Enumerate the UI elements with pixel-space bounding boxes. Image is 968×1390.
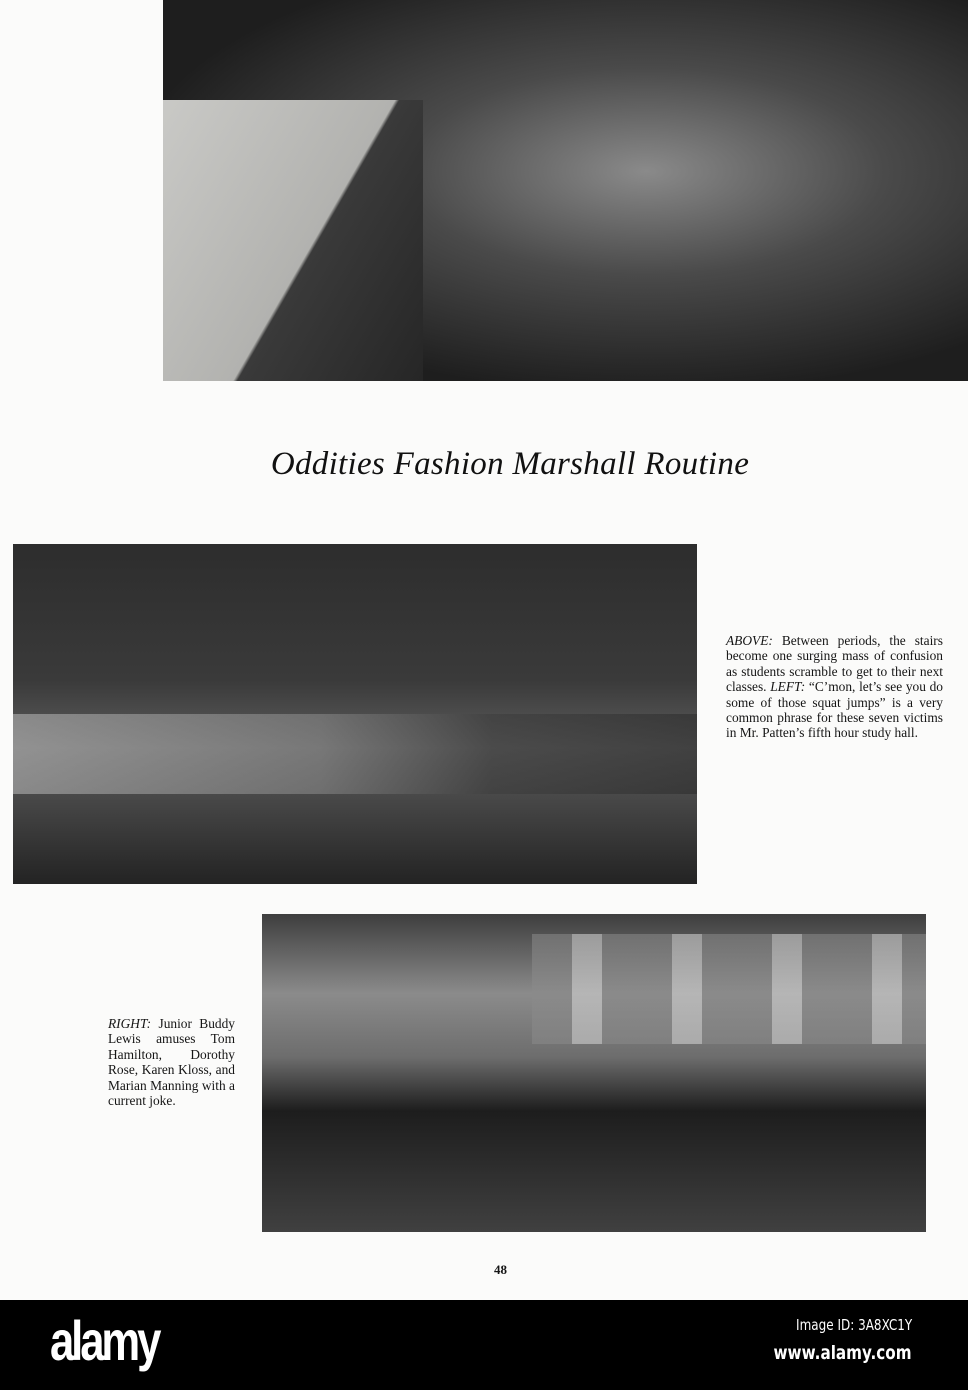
alamy-logo: alamy <box>50 1309 159 1372</box>
site-url: www.alamy.com <box>773 1342 912 1364</box>
caption-label-right: RIGHT: <box>108 1016 152 1031</box>
photo-students-outside-school <box>262 914 926 1232</box>
caption-above-left <box>726 633 943 741</box>
watermark-bar <box>0 1300 968 1390</box>
caption-right <box>108 1016 235 1108</box>
page-number: 48 <box>494 1262 507 1277</box>
image-id: Image ID: 3A8XC1Y <box>795 1316 912 1334</box>
photo-study-hall-squat-jumps <box>13 544 697 884</box>
page-title: Oddities Fashion Marshall Routine <box>270 446 750 482</box>
caption-text-right: Junior Buddy Lewis amuses Tom Hamilton, Dorothy Rose, Karen Kloss, and Marian Manning with a current joke. <box>108 1016 235 1109</box>
caption-label-above: ABOVE: <box>726 633 773 648</box>
caption-label-left: LEFT: <box>770 679 806 695</box>
caption-text-left: “C’mon, let’s see you do some of those squat jumps” is a very common phrase for these seven victims in Mr. Patten’s fifth hour study hall. <box>726 679 943 741</box>
caption-text-above: Between periods, the stairs become one surging mass of confusion as students scramble to get to their next classes. <box>726 633 943 695</box>
photo-students-on-stairs <box>163 0 968 381</box>
